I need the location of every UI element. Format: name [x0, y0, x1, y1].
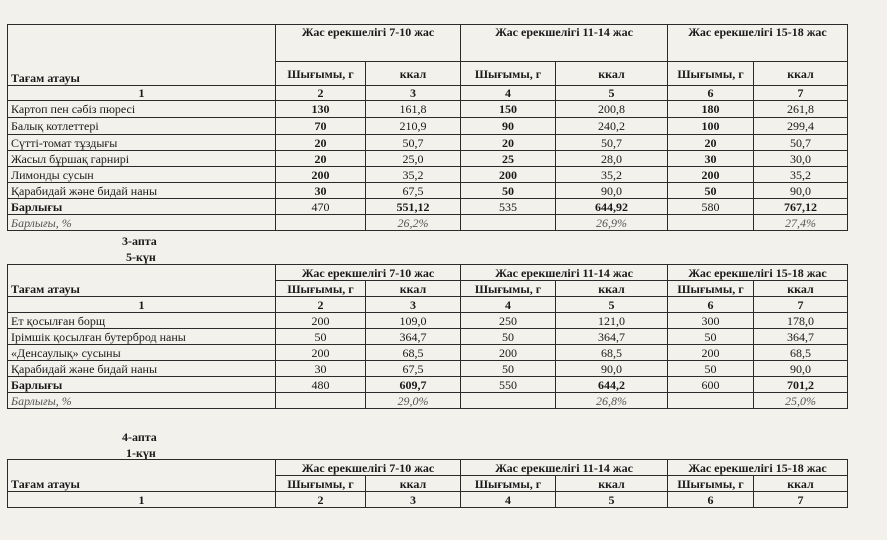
col-yield-header: Шығымы, г [668, 62, 754, 86]
total-row [8, 199, 848, 215]
name-header: Тағам атауы [11, 282, 80, 296]
kcal-cell: 50,7 [556, 135, 668, 151]
table-row [8, 361, 848, 377]
percent-cell [461, 215, 556, 231]
table-row [8, 183, 848, 199]
age-group-header: Жас ерекшелігі 7-10 жас [276, 460, 461, 476]
index-cell: 7 [754, 297, 848, 313]
dish-name: Ет қосылған борщ [8, 313, 276, 329]
kcal-cell: 364,7 [556, 329, 668, 345]
dish-name: Сүтті-томат тұздығы [8, 135, 276, 151]
yield-cell: 200 [461, 345, 556, 361]
kcal-cell: 210,9 [366, 118, 461, 135]
yield-cell: 200 [668, 167, 754, 183]
col-kcal-header: ккал [366, 281, 461, 297]
dish-name: Лимонды сусын [8, 167, 276, 183]
week-label: 3-апта [122, 234, 157, 248]
yield-cell: 200 [276, 313, 366, 329]
percent-cell: 25,0% [754, 393, 848, 409]
kcal-cell: 161,8 [366, 101, 461, 118]
percent-cell [461, 393, 556, 409]
total-label: Барлығы [8, 199, 276, 215]
kcal-cell: 30,0 [754, 151, 848, 167]
index-cell: 1 [8, 86, 276, 101]
total-cell: 580 [668, 199, 754, 215]
dish-name: Ірімшік қосылған бутерброд наны [8, 329, 276, 345]
age-group-header: Жас ерекшелігі 11-14 жас [461, 460, 668, 476]
index-cell: 3 [366, 492, 461, 508]
table-row [8, 345, 848, 361]
index-cell: 4 [461, 86, 556, 101]
yield-cell: 200 [276, 167, 366, 183]
col-yield-header: Шығымы, г [276, 62, 366, 86]
kcal-cell: 50,7 [366, 135, 461, 151]
yield-cell: 90 [461, 118, 556, 135]
total-cell: 470 [276, 199, 366, 215]
kcal-cell: 261,8 [754, 101, 848, 118]
dish-name: Картоп пен сәбіз пюресі [8, 101, 276, 118]
kcal-cell: 90,0 [754, 361, 848, 377]
yield-cell: 50 [461, 361, 556, 377]
col-yield-header: Шығымы, г [276, 476, 366, 492]
yield-cell: 50 [668, 361, 754, 377]
col-yield-header: Шығымы, г [276, 281, 366, 297]
table-row [8, 151, 848, 167]
yield-cell: 250 [461, 313, 556, 329]
percent-label: Барлығы, % [8, 393, 276, 409]
yield-cell: 180 [668, 101, 754, 118]
index-cell: 2 [276, 492, 366, 508]
table-row [8, 118, 848, 135]
kcal-cell: 50,7 [754, 135, 848, 151]
total-cell: 550 [461, 377, 556, 393]
percent-row [8, 215, 848, 231]
name-header-cell [8, 460, 276, 492]
total-cell: 480 [276, 377, 366, 393]
kcal-cell: 178,0 [754, 313, 848, 329]
yield-cell: 20 [461, 135, 556, 151]
percent-cell [668, 215, 754, 231]
index-cell: 2 [276, 297, 366, 313]
kcal-cell: 67,5 [366, 183, 461, 199]
kcal-cell: 109,0 [366, 313, 461, 329]
total-cell: 535 [461, 199, 556, 215]
kcal-cell: 67,5 [366, 361, 461, 377]
index-cell: 3 [366, 297, 461, 313]
yield-cell: 300 [668, 313, 754, 329]
day-label: 5-күн [126, 250, 156, 264]
menu-table-2 [7, 264, 848, 409]
table-row [8, 167, 848, 183]
table-row [8, 101, 848, 118]
col-kcal-header: ккал [366, 62, 461, 86]
index-row [8, 297, 848, 313]
day-label: 1-күн [126, 446, 156, 460]
yield-cell: 50 [461, 183, 556, 199]
kcal-cell: 35,2 [556, 167, 668, 183]
index-cell: 1 [8, 492, 276, 508]
age-group-header: Жас ерекшелігі 11-14 жас [461, 265, 668, 281]
percent-cell: 26,9% [556, 215, 668, 231]
kcal-cell: 25,0 [366, 151, 461, 167]
kcal-cell: 68,5 [754, 345, 848, 361]
index-cell: 5 [556, 492, 668, 508]
index-row [8, 86, 848, 101]
yield-cell: 130 [276, 101, 366, 118]
menu-table-1 [7, 24, 848, 231]
index-cell: 6 [668, 86, 754, 101]
yield-cell: 20 [276, 151, 366, 167]
col-kcal-header: ккал [754, 62, 848, 86]
yield-cell: 30 [668, 151, 754, 167]
col-kcal-header: ккал [366, 476, 461, 492]
yield-cell: 200 [668, 345, 754, 361]
yield-cell: 100 [668, 118, 754, 135]
yield-cell: 50 [276, 329, 366, 345]
table-row [8, 135, 848, 151]
kcal-cell: 28,0 [556, 151, 668, 167]
col-yield-header: Шығымы, г [461, 476, 556, 492]
yield-cell: 50 [668, 329, 754, 345]
name-header-cell [8, 265, 276, 297]
age-group-header: Жас ерекшелігі 15-18 жас [668, 265, 848, 281]
age-group-header: Жас ерекшелігі 7-10 жас [276, 25, 461, 62]
yield-cell: 50 [461, 329, 556, 345]
index-cell: 4 [461, 297, 556, 313]
kcal-cell: 240,2 [556, 118, 668, 135]
percent-cell [668, 393, 754, 409]
col-kcal-header: ккал [556, 476, 668, 492]
index-cell: 2 [276, 86, 366, 101]
percent-cell [276, 393, 366, 409]
table-row [8, 329, 848, 345]
kcal-cell: 364,7 [366, 329, 461, 345]
kcal-cell: 90,0 [754, 183, 848, 199]
total-cell: 701,2 [754, 377, 848, 393]
percent-cell: 26,8% [556, 393, 668, 409]
percent-row [8, 393, 848, 409]
age-group-header: Жас ерекшелігі 7-10 жас [276, 265, 461, 281]
yield-cell: 70 [276, 118, 366, 135]
index-cell: 1 [8, 297, 276, 313]
col-yield-header: Шығымы, г [461, 281, 556, 297]
total-label: Барлығы [8, 377, 276, 393]
col-kcal-header: ккал [556, 62, 668, 86]
yield-cell: 30 [276, 361, 366, 377]
name-header: Тағам атауы [11, 71, 80, 85]
kcal-cell: 200,8 [556, 101, 668, 118]
index-cell: 7 [754, 86, 848, 101]
total-cell: 767,12 [754, 199, 848, 215]
percent-cell: 26,2% [366, 215, 461, 231]
col-yield-header: Шығымы, г [668, 476, 754, 492]
dish-name: Қарабидай және бидай наны [8, 183, 276, 199]
age-group-header: Жас ерекшелігі 11-14 жас [461, 25, 668, 62]
yield-cell: 150 [461, 101, 556, 118]
col-yield-header: Шығымы, г [668, 281, 754, 297]
total-cell: 609,7 [366, 377, 461, 393]
week-label: 4-апта [122, 430, 157, 444]
dish-name: Жасыл бұршақ гарнирі [8, 151, 276, 167]
total-cell: 600 [668, 377, 754, 393]
col-yield-header: Шығымы, г [461, 62, 556, 86]
table-row [8, 313, 848, 329]
col-kcal-header: ккал [754, 281, 848, 297]
yield-cell: 200 [461, 167, 556, 183]
percent-cell: 27,4% [754, 215, 848, 231]
total-cell: 644,92 [556, 199, 668, 215]
total-cell: 551,12 [366, 199, 461, 215]
percent-label: Барлығы, % [8, 215, 276, 231]
col-kcal-header: ккал [556, 281, 668, 297]
yield-cell: 30 [276, 183, 366, 199]
kcal-cell: 90,0 [556, 183, 668, 199]
kcal-cell: 121,0 [556, 313, 668, 329]
index-cell: 5 [556, 297, 668, 313]
percent-cell: 29,0% [366, 393, 461, 409]
menu-table-3 [7, 459, 848, 508]
age-group-header: Жас ерекшелігі 15-18 жас [668, 460, 848, 476]
kcal-cell: 299,4 [754, 118, 848, 135]
yield-cell: 200 [276, 345, 366, 361]
dish-name: Қарабидай және бидай наны [8, 361, 276, 377]
kcal-cell: 90,0 [556, 361, 668, 377]
name-header-cell [8, 25, 276, 86]
index-cell: 6 [668, 492, 754, 508]
yield-cell: 20 [668, 135, 754, 151]
index-cell: 7 [754, 492, 848, 508]
age-group-header: Жас ерекшелігі 15-18 жас [668, 25, 848, 62]
index-cell: 4 [461, 492, 556, 508]
total-cell: 644,2 [556, 377, 668, 393]
percent-cell [276, 215, 366, 231]
dish-name: Балық котлеттері [8, 118, 276, 135]
kcal-cell: 35,2 [366, 167, 461, 183]
kcal-cell: 68,5 [556, 345, 668, 361]
index-cell: 5 [556, 86, 668, 101]
kcal-cell: 68,5 [366, 345, 461, 361]
kcal-cell: 364,7 [754, 329, 848, 345]
index-cell: 6 [668, 297, 754, 313]
yield-cell: 50 [668, 183, 754, 199]
dish-name: «Денсаулық» сусыны [8, 345, 276, 361]
total-row [8, 377, 848, 393]
name-header: Тағам атауы [11, 477, 80, 491]
col-kcal-header: ккал [754, 476, 848, 492]
kcal-cell: 35,2 [754, 167, 848, 183]
yield-cell: 20 [276, 135, 366, 151]
index-cell: 3 [366, 86, 461, 101]
yield-cell: 25 [461, 151, 556, 167]
index-row [8, 492, 848, 508]
